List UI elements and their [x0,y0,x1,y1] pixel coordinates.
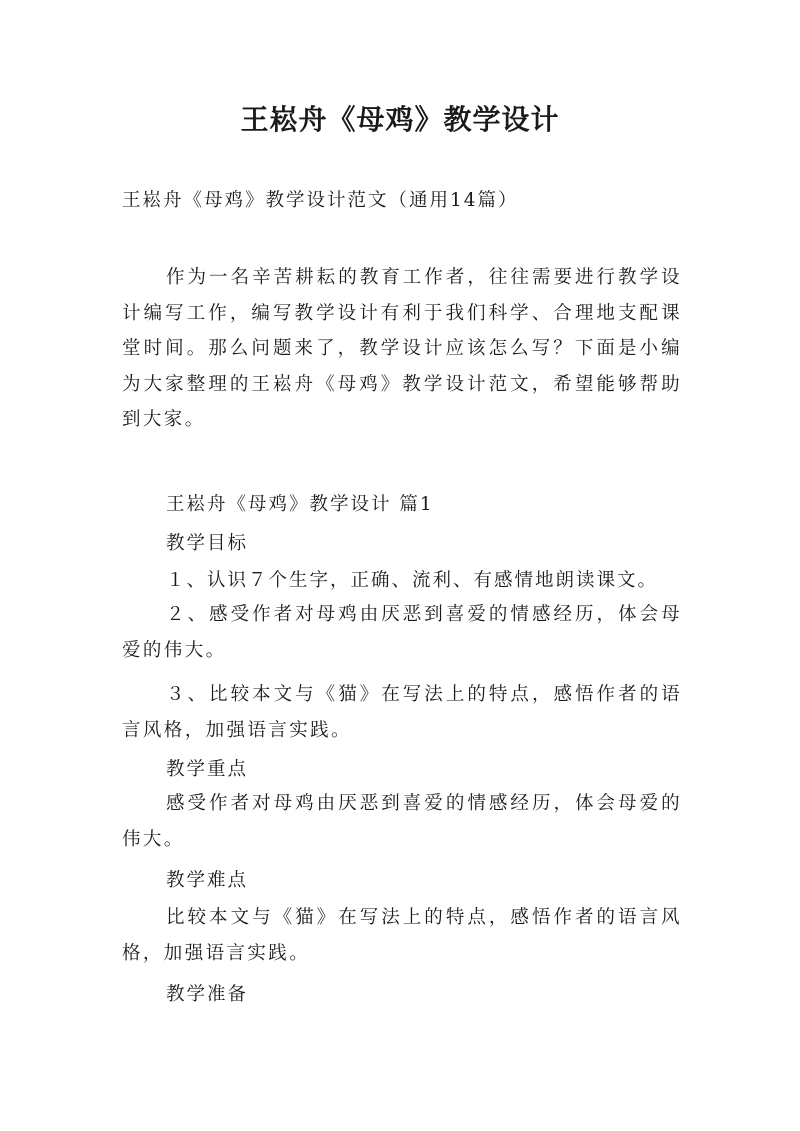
difficult-points-heading: 教学难点 [166,870,249,891]
goal-item-1: １、认识７个生字，正确、流利、有感情地朗读课文。 [166,570,659,591]
goal-item-3: ３、比较本文与《猫》在写法上的特点，感悟作者的语言风格，加强语言实践。 [122,684,682,741]
goal-item-2: ２、感受作者对母鸡由厌恶到喜爱的情感经历，体会母爱的伟大。 [122,604,682,661]
document-subtitle: 王崧舟《母鸡》教学设计范文（通用14篇） [122,190,519,211]
difficult-points-text: 比较本文与《猫》在写法上的特点，感悟作者的语言风格，加强语言实践。 [122,907,682,964]
preparation-heading: 教学准备 [166,984,249,1005]
goals-heading: 教学目标 [166,533,249,554]
key-points-heading: 教学重点 [166,759,249,780]
section-heading: 王崧舟《母鸡》教学设计 篇1 [166,494,434,515]
key-points-text: 感受作者对母鸡由厌恶到喜爱的情感经历，体会母爱的伟大。 [122,793,682,850]
page-title: 王崧舟《母鸡》教学设计 [240,103,560,136]
intro-paragraph: 作为一名辛苦耕耘的教育工作者，往往需要进行教学设计编写工作，编写教学设计有利于我们科学、合理地支配课堂时间。那么问题来了，教学设计应该怎么写？下面是小编为大家整理的王崧舟《母鸡》教学设计范文，希望能够帮助到大家。 [122,267,682,430]
